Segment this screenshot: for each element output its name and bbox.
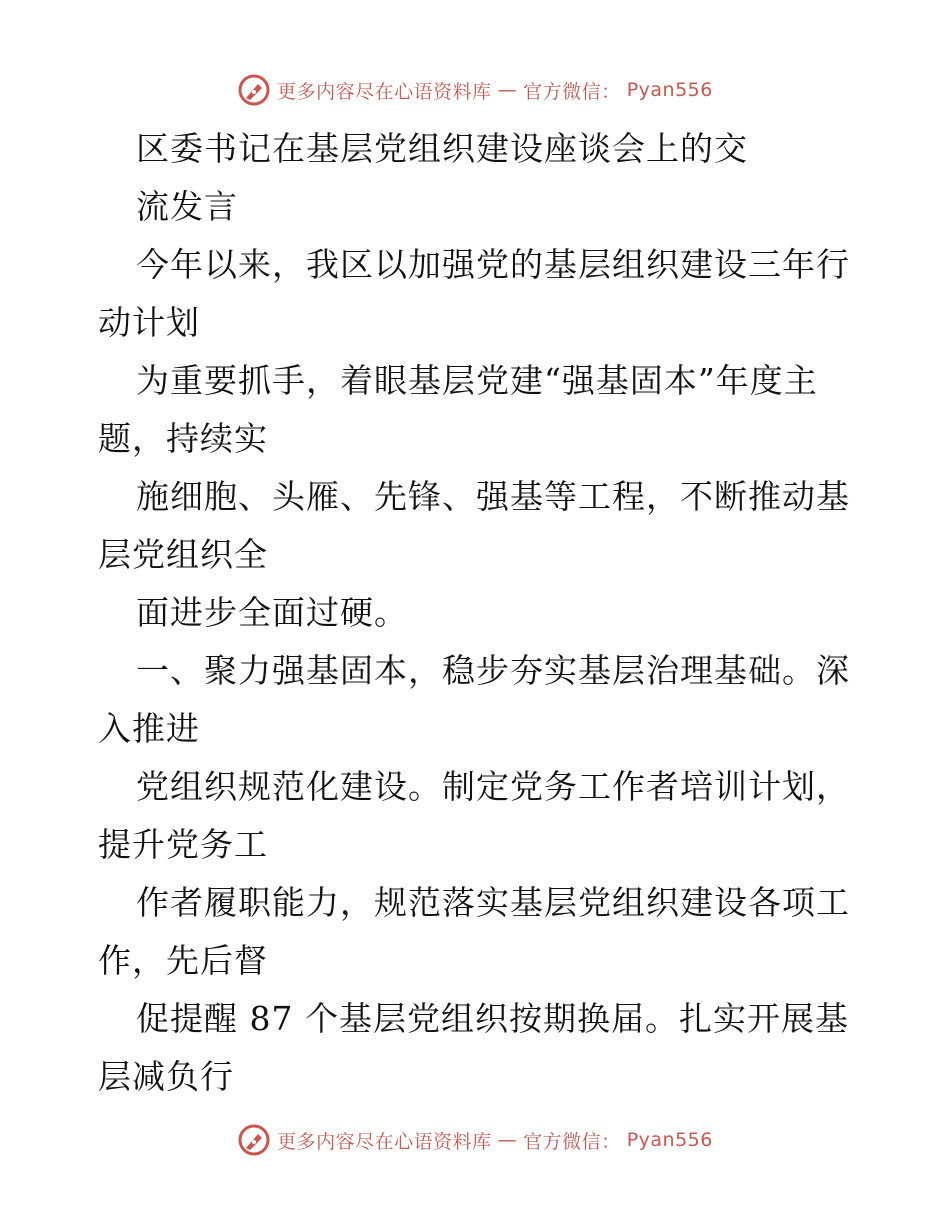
text-line: 施细胞、头雁、先锋、强基等工程，不断推动基 — [136, 477, 850, 516]
text-line: 党组织规范化建设。制定党务工作者培训计划， — [136, 767, 850, 806]
banner-account: Pyan556 — [626, 1129, 713, 1151]
text-line: 为重要抓手，着眼基层党建“强基固本”年度主 — [136, 361, 818, 400]
text-line: 面进步全面过硬。 — [136, 593, 408, 632]
text-line: 区委书记在基层党组织建设座谈会上的交 — [136, 129, 748, 168]
banner-separator: — — [497, 1129, 518, 1151]
text-line: 流发言 — [136, 187, 238, 226]
banner-wechat-label: 官方微信： — [523, 80, 621, 103]
text-line: 作者履职能力，规范落实基层党组织建设各项工 — [136, 883, 850, 922]
text-line: 层党组织全 — [98, 535, 268, 574]
banner-wechat-label: 官方微信： — [523, 1130, 621, 1153]
header-watermark-banner — [0, 70, 950, 110]
banner-separator: — — [497, 79, 518, 101]
text-line: 提升党务工 — [98, 825, 268, 864]
text-line: 动计划 — [98, 303, 200, 342]
text-line: 入推进 — [98, 709, 200, 748]
pen-nib-circle-icon — [237, 1123, 271, 1157]
text-line: 题，持续实 — [98, 419, 268, 458]
banner-site-text: 更多内容尽在心语资料库 — [277, 80, 492, 103]
text-line: 促提醒 87 个基层党组织按期换届。扎实开展基 — [136, 999, 849, 1038]
text-line: 一、聚力强基固本，稳步夯实基层治理基础。深 — [136, 651, 850, 690]
text-line: 层减负行 — [98, 1057, 234, 1096]
text-line: 作，先后督 — [98, 941, 268, 980]
banner-site-text: 更多内容尽在心语资料库 — [277, 1130, 492, 1153]
footer-watermark-banner — [0, 1120, 950, 1160]
text-line: 今年以来，我区以加强党的基层组织建设三年行 — [136, 245, 850, 284]
pen-nib-circle-icon — [237, 73, 271, 107]
banner-account: Pyan556 — [626, 79, 713, 101]
document-body — [98, 120, 858, 1106]
